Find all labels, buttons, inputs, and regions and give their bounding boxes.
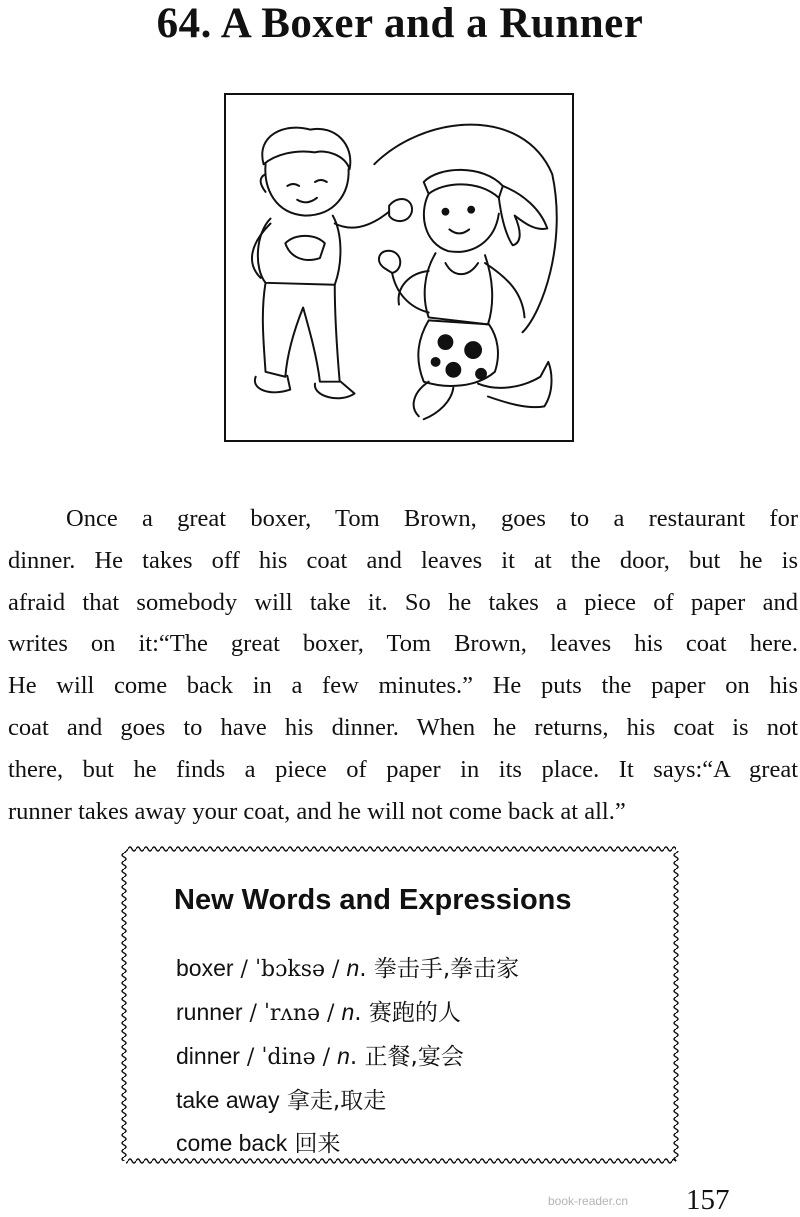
entry-part-of-speech: n bbox=[341, 999, 355, 1025]
story-line: writes on it:“The great boxer, Tom Brown, leaves his coat here. bbox=[8, 630, 798, 658]
entry-part-of-speech: n bbox=[337, 1043, 350, 1069]
entry-part-of-speech: n bbox=[346, 955, 360, 981]
entry-word: come back bbox=[176, 1130, 288, 1156]
entry-meaning: 拿走,取走 bbox=[279, 1088, 387, 1114]
vocabulary-entry bbox=[176, 1122, 519, 1165]
vocabulary-box bbox=[120, 845, 682, 1167]
story-illustration bbox=[224, 93, 574, 442]
vocabulary-heading: New Words and Expressions bbox=[174, 884, 572, 916]
entry-word: dinner bbox=[176, 1043, 240, 1069]
story-line: runner takes away your coat, and he will not come back at all.” bbox=[8, 797, 626, 825]
entry-meaning: . 拳击手,拳击家 bbox=[359, 956, 520, 982]
vocabulary-entry bbox=[176, 1079, 519, 1122]
story-line: there, but he finds a piece of paper in its place. It says:“A great bbox=[8, 755, 798, 783]
story-line: afraid that somebody will take it. So he takes a piece of paper and bbox=[8, 588, 798, 616]
watermark: book-reader.cn bbox=[548, 1194, 629, 1208]
boxer-and-runner-drawing bbox=[226, 95, 572, 440]
entry-word: runner bbox=[176, 999, 243, 1025]
story-text bbox=[8, 498, 798, 832]
entry-meaning: 回来 bbox=[287, 1131, 341, 1157]
entry-pronunciation: / ˈrʌnə / bbox=[242, 1001, 342, 1026]
vocabulary-entry bbox=[176, 1035, 519, 1079]
entry-meaning: . 正餐,宴会 bbox=[349, 1044, 464, 1070]
entry-pronunciation: / ˈdinə / bbox=[239, 1045, 338, 1070]
entry-word: boxer bbox=[176, 955, 234, 981]
page-title: 64. A Boxer and a Runner bbox=[156, 0, 644, 47]
vocabulary-entry bbox=[176, 991, 519, 1035]
entry-meaning: . 赛跑的人 bbox=[354, 1000, 461, 1026]
page-number: 157 bbox=[686, 1184, 730, 1216]
entry-word: take away bbox=[176, 1087, 280, 1113]
story-line: dinner. He takes off his coat and leaves it at the door, but he is bbox=[8, 546, 798, 574]
story-line: coat and goes to have his dinner. When he returns, his coat is not bbox=[8, 713, 798, 741]
entry-pronunciation: / ˈbɔksə / bbox=[233, 957, 347, 982]
vocabulary-entry bbox=[176, 947, 519, 991]
vocabulary-list bbox=[176, 947, 519, 1165]
story-line: He will come back in a few minutes.” He puts the paper on his bbox=[8, 672, 798, 700]
story-line: Once a great boxer, Tom Brown, goes to a restaurant for bbox=[66, 505, 798, 532]
